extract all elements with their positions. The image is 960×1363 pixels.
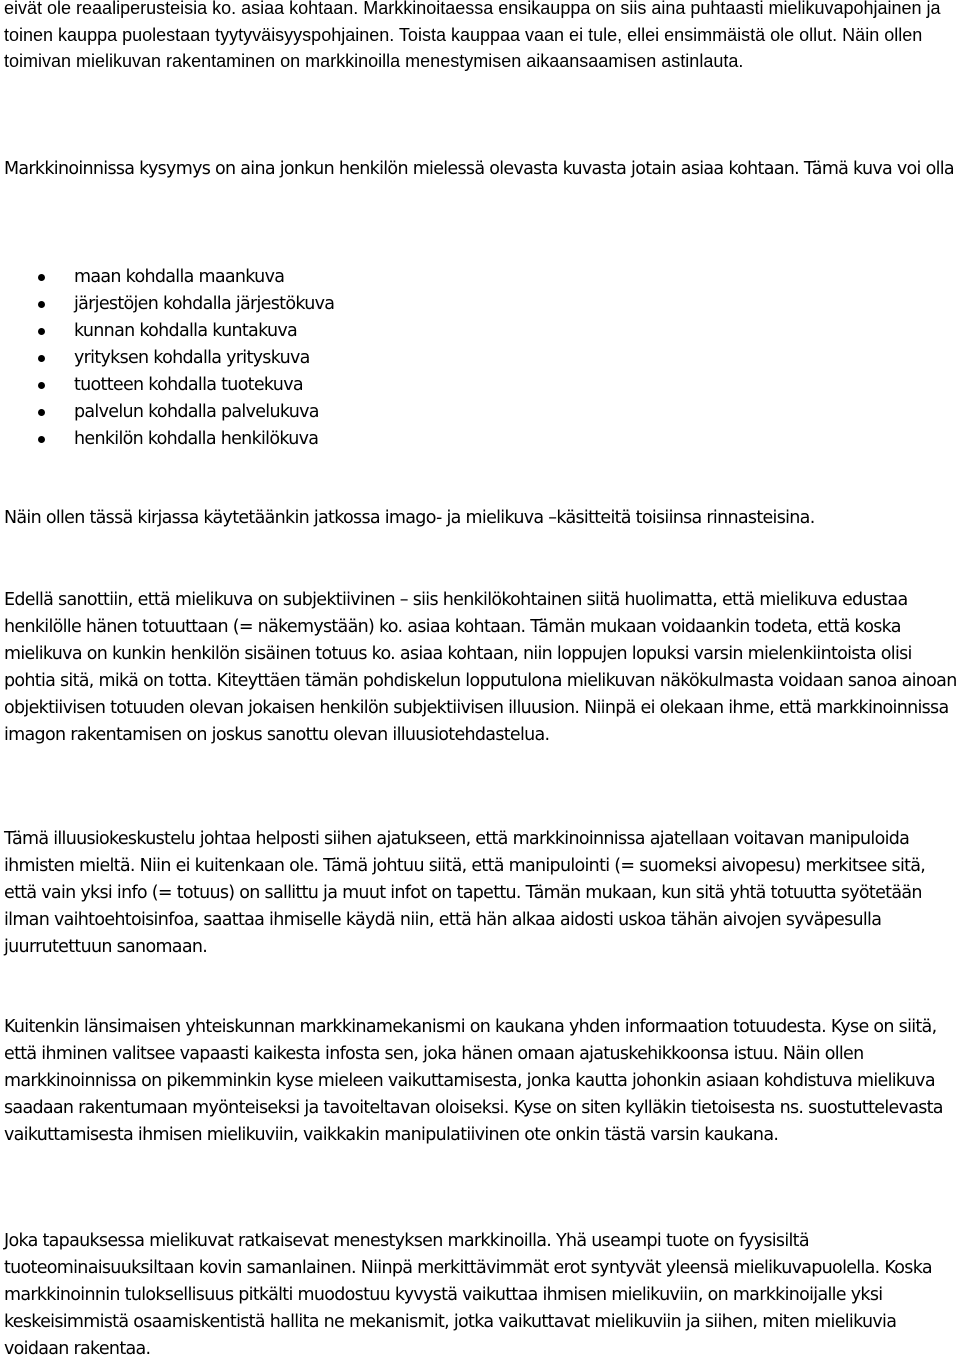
- list-item-text: kunnan kohdalla kuntakuva: [74, 321, 298, 341]
- list-item-text: tuotteen kohdalla tuotekuva: [74, 375, 303, 395]
- list-item-text: palvelun kohdalla palvelukuva: [74, 402, 319, 422]
- bullet-icon: [38, 301, 45, 308]
- paragraph-illusion: Tämä illuusiokeskustelu johtaa helposti siihen ajatukseen, että markkinoinnissa ajatellaan voitavan manipuloida ihmisten mieltä. Niin ei kuitenkaan ole. Tämä johtuu siitä, että manipulointi (= suomeksi aivopesu) merkitsee sitä, että vain yksi info (= totuus) on sallittu ja muut infot on tapettu. Tämän mukaan, kun sitä yhtä totuutta syötetään ilman vaihtoehtoisinfoa, saattaa ihmiselle käydä niin, että hän alkaa aidosti uskoa tähän aivojen syväpesulla juurrutettuun sanomaan.: [4, 829, 926, 957]
- bullet-icon: [38, 274, 45, 281]
- paragraph-market-mechanism: Kuitenkin länsimaisen yhteiskunnan markkinamekanismi on kaukana yhden informaation totuudesta. Kyse on siitä, että ihminen valitsee vapaasti kaikesta infosta sen, joka hänen omaan ajatuskehikkoonsa istuu. Näin ollen markkinoinnissa on pikemminkin kyse mieleen vaikuttamisesta, jonka kautta johonkin asiaan kohdistuva mielikuva saadaan rakentumaan myönteiseksi ja tavoiteltavan oloiseksi. Kyse on siten kylläkin tietoisesta ns. suostuttelevasta vaikuttamisesta ihmisen mielikuviin, vaikkakin manipulatiivinen ote onkin tästä varsin kaukana.: [4, 1017, 943, 1145]
- list-item: [0, 291, 334, 318]
- paragraph-success: Joka tapauksessa mielikuvat ratkaisevat menestyksen markkinoilla. Yhä useampi tuote on fyysisiltä tuoteominaisuuksiltaan kovin samanlainen. Niinpä merkittävimmät erot syntyvät yleensä mielikuvapuolella. Koska markkinoinnin tuloksellisuus pitkälti muodostuu kyvystä vaikuttaa ihmisen mielikuviin, on markkinoijalle yksi keskeisimmistä osaamiskentistä hallita ne mekanismit, jotka vaikuttavat mielikuviin ja siihen, miten mielikuvia voidaan rakentaa.: [4, 1231, 932, 1359]
- paragraph-image-question: Markkinoinnissa kysymys on aina jonkun henkilön mielessä olevasta kuvasta jotain asiaa kohtaan. Tämä kuva voi olla: [4, 159, 954, 179]
- list-item: [0, 345, 334, 372]
- list-item-text: yrityksen kohdalla yrityskuva: [74, 348, 310, 368]
- list-item-text: henkilön kohdalla henkilökuva: [74, 429, 319, 449]
- paragraph-subjective-truth: Edellä sanottiin, että mielikuva on subjektiivinen – siis henkilökohtainen siitä huolimatta, että mielikuva edustaa henkilölle hänen totuuttaan (= näkemystään) ko. asiaa kohtaan. Tämän mukaan voidaankin todeta, että koska mielikuva on kunkin henkilön sisäinen totuus ko. asiaa kohtaan, niin loppujen lopuksi varsin mielenkiintoista olisi pohtia sitä, mikä on totta. Kiteyttäen tämän pohdiskelun lopputulona mielikuvan näkökulmasta voidaan sanoa ainoan objektiivisen totuuden olevan jokaisen henkilön subjektiivisen illuusion. Niinpä ei olekaan ihme, että markkinoinnissa imagon rakentamisen on joskus sanottu olevan illuusiotehdastelua.: [4, 590, 957, 745]
- bullet-icon: [38, 382, 45, 389]
- image-types-list: [0, 264, 334, 453]
- list-item: [0, 372, 334, 399]
- list-item-text: maan kohdalla maankuva: [74, 267, 285, 287]
- list-item: [0, 426, 334, 453]
- list-item: [0, 264, 334, 291]
- list-item: [0, 318, 334, 345]
- bullet-icon: [38, 436, 45, 443]
- paragraph-terms: Näin ollen tässä kirjassa käytetäänkin jatkossa imago- ja mielikuva –käsitteitä toisiinsa rinnasteisina.: [4, 508, 815, 528]
- bullet-icon: [38, 328, 45, 335]
- bullet-icon: [38, 409, 45, 416]
- list-item-text: järjestöjen kohdalla järjestökuva: [74, 294, 335, 314]
- bullet-icon: [38, 355, 45, 362]
- paragraph-intro: eivät ole reaaliperusteisia ko. asiaa kohtaan. Markkinoitaessa ensikauppa on siis aina puhtaasti mielikuvapohjainen ja toinen kauppa puolestaan tyytyväisyyspohjainen. Toista kauppaa vaan ei tule, ellei ensimmäistä ole ollut. Näin ollen toimivan mielikuvan rakentaminen on markkinoilla menestymisen aikaansaamisen astinlauta.: [4, 0, 941, 71]
- list-item: [0, 399, 334, 426]
